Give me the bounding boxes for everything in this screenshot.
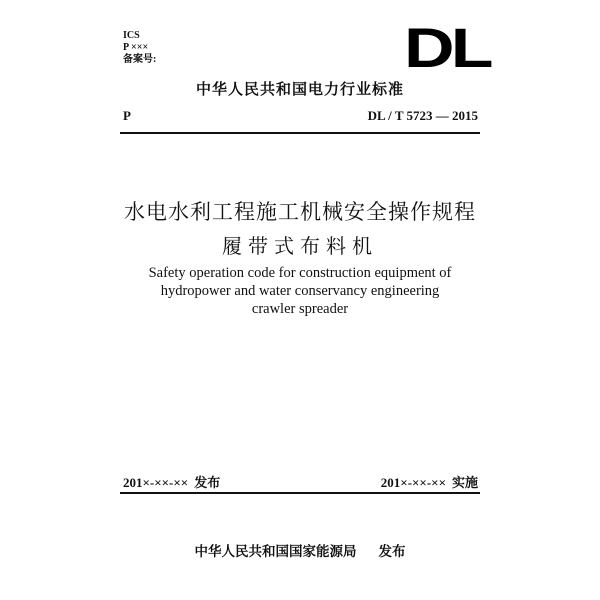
ics-code: ICS bbox=[123, 30, 140, 41]
industry-standard-title: 中华人民共和国电力行业标准 bbox=[195, 80, 404, 98]
top-divider bbox=[120, 132, 480, 134]
issue-label: 发布 bbox=[194, 476, 221, 491]
dl-logo: DL bbox=[404, 16, 490, 79]
title-english bbox=[0, 264, 600, 318]
implementation-date: 201×-××-×× bbox=[380, 475, 446, 490]
issuer-name: 中华人民共和国国家能源局 bbox=[194, 544, 357, 560]
implementation-date-block bbox=[381, 472, 478, 491]
ics-block bbox=[123, 30, 156, 66]
classification-line: P ××× bbox=[123, 42, 149, 53]
bottom-divider bbox=[120, 492, 480, 494]
classification-code: P bbox=[123, 108, 131, 123]
record-number: 备案号: bbox=[123, 54, 157, 65]
title-chinese: 水电水利工程施工机械安全操作规程 bbox=[124, 200, 476, 224]
title-english-line: crawler spreader bbox=[251, 301, 349, 317]
standard-number: DL / T 5723 — 2015 bbox=[367, 108, 478, 123]
issue-date: 201×-××-×× bbox=[123, 475, 189, 490]
implementation-label: 实施 bbox=[451, 476, 478, 491]
subtitle-chinese: 履带式布料机 bbox=[222, 234, 378, 258]
issuer-label: 发布 bbox=[378, 544, 406, 560]
issue-date-block bbox=[123, 472, 220, 491]
title-english-line: Safety operation code for construction equipment of bbox=[148, 265, 452, 281]
title-english-line: hydropower and water conservancy engineering bbox=[160, 283, 440, 299]
issuer-block bbox=[0, 540, 600, 560]
